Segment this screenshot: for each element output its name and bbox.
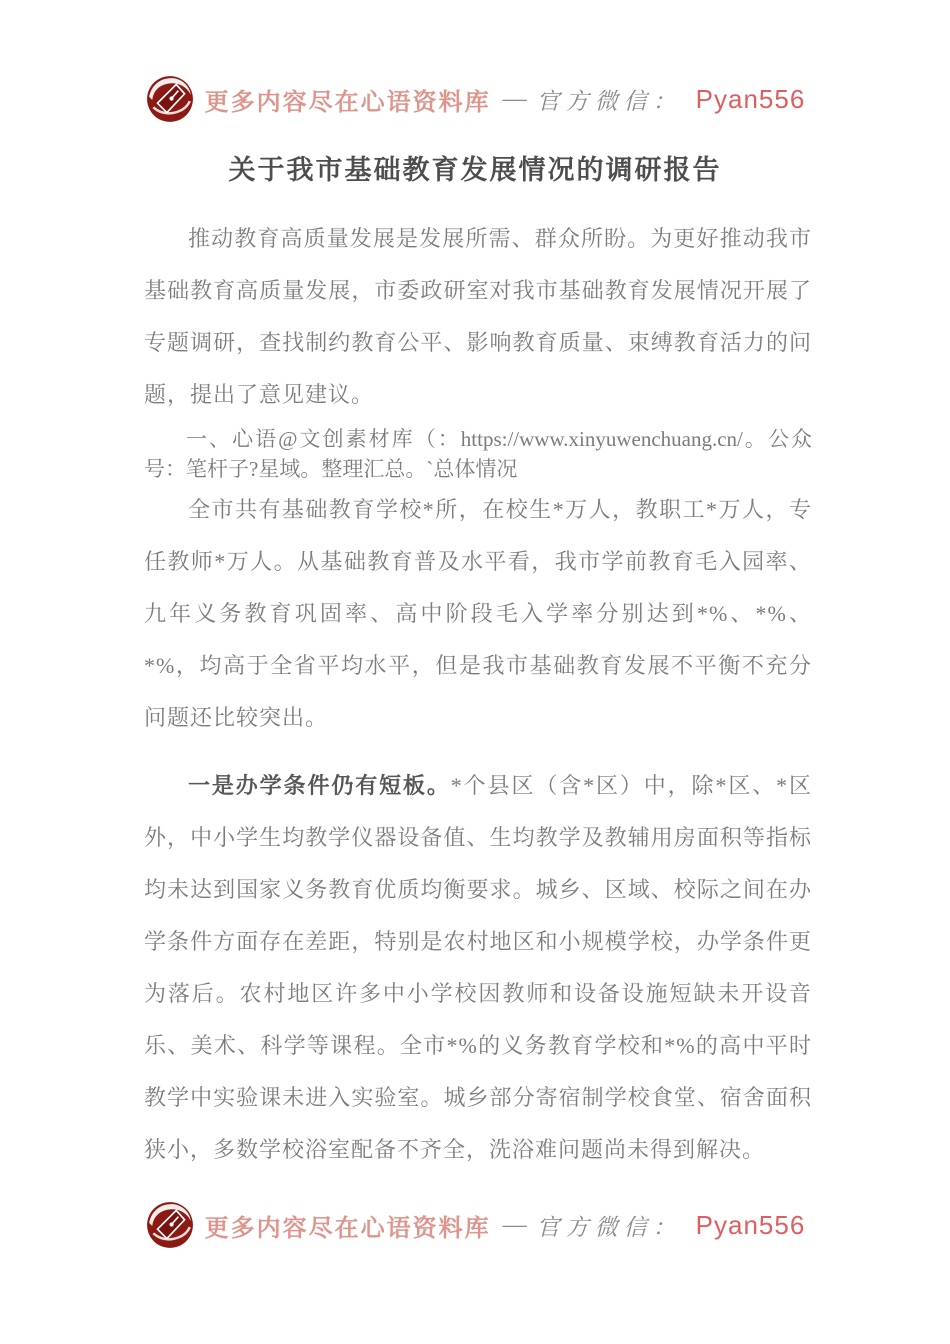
document-body [144, 213, 812, 1176]
paragraph-section-heading-watermarked: 一、心语@文创素材库（：https://www.xinyuwenchuang.cn/。公众号：笔杆子?星域。整理汇总。`总体情况 [144, 427, 812, 481]
paragraph-issue-1 [144, 760, 812, 1176]
paragraph-overview: 全市共有基础教育学校*所，在校生*万人，教职工*万人，专任教师*万人。从基础教育普及水平看，我市学前教育毛入园率、九年义务教育巩固率、高中阶段毛入学率分别达到*%、*%、*%，均高于全省平均水平，但是我市基础教育发展不平衡不充分问题还比较突出。 [144, 497, 812, 730]
paragraph-issue-1-lead: 一是办学条件仍有短板。 [188, 773, 451, 798]
wechat-id: Pyan556 [695, 1209, 806, 1240]
paragraph-intro: 推动教育高质量发展是发展所需、群众所盼。为更好推动我市基础教育高质量发展，市委政研室对我市基础教育发展情况开展了专题调研，查找制约教育公平、影响教育质量、束缚教育活力的问题，提出了意见建议。 [144, 226, 812, 407]
watermark-brand-text: 更多内容尽在心语资料库 [204, 1215, 491, 1242]
wechat-label: 官方微信： [536, 1214, 682, 1240]
watermark-separator: — [502, 1211, 527, 1238]
paragraph-issue-1-text: *个县区（含*区）中，除*区、*区外，中小学生均教学仪器设备值、生均教学及教辅用房面积等指标均未达到国家义务教育优质均衡要求。城乡、区域、校际之间在办学条件方面存在差距，特别是农村地区和小规模学校，办学条件更为落后。农村地区许多中小学校因教师和设备设施短缺未开设音乐、美术、科学等课程。全市*%的义务教育学校和*%的高中平时教学中实验课未进入实验室。城乡部分寄宿制学校食堂、宿舍面积狭小，多数学校浴室配备不齐全，洗浴难问题尚未得到解决。 [144, 773, 812, 1162]
watermark-footer [0, 1200, 950, 1250]
wechat-id: Pyan556 [695, 83, 806, 114]
pen-nib-logo-icon [145, 1200, 195, 1250]
watermark-separator: — [502, 85, 527, 112]
watermark-header [0, 74, 950, 124]
document-title: 关于我市基础教育发展情况的调研报告 [228, 155, 722, 185]
watermark-brand-text: 更多内容尽在心语资料库 [204, 89, 491, 116]
wechat-label: 官方微信： [536, 88, 682, 114]
pen-nib-logo-icon [145, 74, 195, 124]
